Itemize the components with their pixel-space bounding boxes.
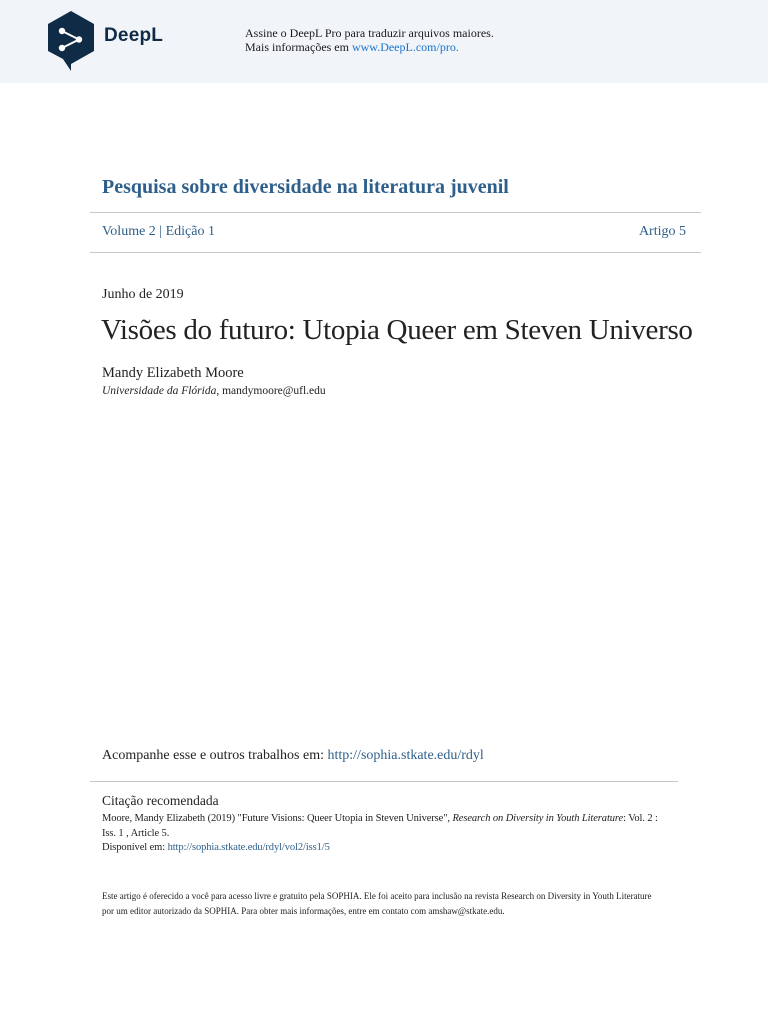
citation-text-prefix: Moore, Mandy Elizabeth (2019) "Future Visions: Queer Utopia in Steven Universe", [102, 813, 453, 824]
affiliation-name: Universidade da Flórida [102, 385, 217, 397]
promo-line-1: Assine o DeepL Pro para traduzir arquivos maiores. [245, 26, 494, 40]
promo-line-2-prefix: Mais informações em [245, 40, 352, 54]
deepl-banner [0, 0, 768, 83]
available-link[interactable]: http://sophia.stkate.edu/rdyl/vol2/iss1/5 [167, 842, 330, 853]
deepl-promo [245, 26, 494, 54]
follow-text: Acompanhe esse e outros trabalhos em: [102, 748, 328, 763]
publication-date: Junho de 2019 [102, 287, 184, 302]
deepl-logo-icon[interactable] [46, 10, 96, 72]
follow-link[interactable]: http://sophia.stkate.edu/rdyl [327, 748, 484, 763]
header-divider-bottom [90, 252, 701, 253]
citation-divider [90, 781, 678, 782]
citation-block [102, 812, 662, 856]
promo-line-2 [245, 40, 494, 54]
available-label: Disponível em: [102, 842, 168, 853]
deepl-pro-link[interactable]: www.DeepL.com/pro. [351, 40, 459, 54]
citation-journal: Research on Diversity in Youth Literature [452, 813, 624, 824]
citation-heading: Citação recomendada [102, 793, 219, 808]
volume-issue-link[interactable]: Volume 2 | Edição 1 [102, 224, 215, 239]
citation-text-suffix: : Vol. 2 : Iss. 1 , Article 5. [102, 813, 658, 839]
follow-works [102, 748, 484, 764]
article-title: Visões do futuro: Utopia Queer em Steven Universo [101, 314, 693, 346]
author-email: , mandymoore@ufl.edu [216, 385, 326, 397]
author-name: Mandy Elizabeth Moore [102, 365, 244, 381]
deepl-logo-text: DeepL [104, 25, 164, 46]
header-divider-top [90, 212, 701, 213]
journal-title: Pesquisa sobre diversidade na literatura juvenil [102, 176, 509, 198]
author-affiliation [102, 385, 326, 397]
article-number-link[interactable]: Artigo 5 [638, 224, 686, 239]
access-footnote: Este artigo é oferecido a você para acesso livre e gratuito pela SOPHIA. Ele foi aceito para inclusão na revista Research on Diversity in Youth Literature por um editor autorizado da SOPHIA. Para obter mais informações, entre em contato com amshaw@stkate.edu. [102, 891, 652, 916]
